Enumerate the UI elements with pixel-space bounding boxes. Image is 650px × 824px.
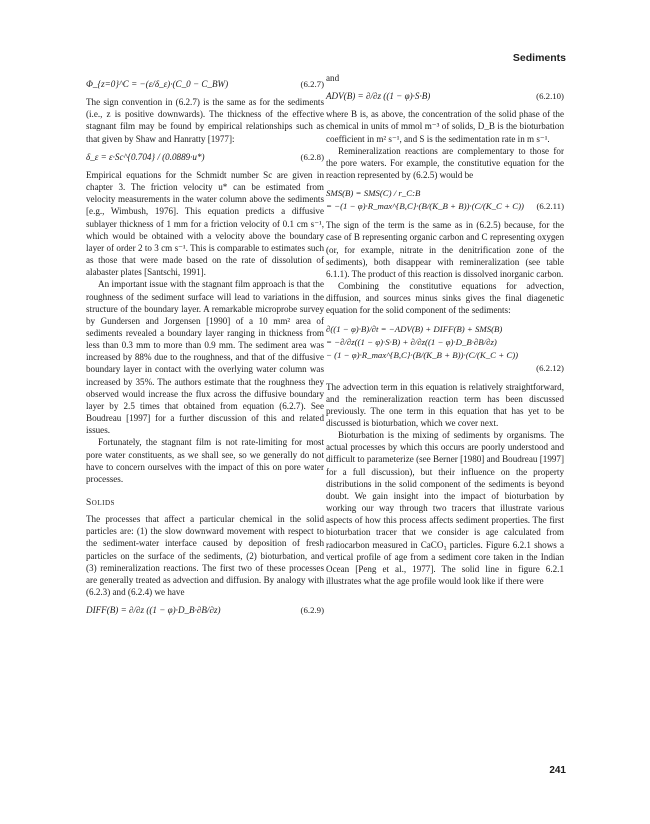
paragraph: An important issue with the stagnant film approach is that the roughness of the sediment surface will lead to variations in the structure of the boundary layer. A remarkable microprobe survey by Gundersen and Jorgensen [1990] of a 10 mm² area of sediments revealed a boundary layer ranging in thickness from less than 0.3 mm to more than 0.9 mm. The sediment area was increased by 88% due to the roughness, and that of the diffusive boundary layer in contact with the overlying water column was increased by 35%. The authors estimate that the roughness they observed would increase the flux across the diffusive boundary layer by 2.5 times that obtained from equation (6.2.7). See Boudreau [1997] for a further discussion of this and related issues.	[86, 279, 324, 436]
right-column	[326, 72, 564, 587]
equation-number: (6.2.7)	[300, 79, 324, 89]
equation-number: (6.2.11)	[536, 201, 564, 212]
equation-6-2-11	[326, 187, 564, 213]
equation-6-2-8	[86, 151, 324, 163]
paragraph: Fortunately, the stagnant film is not rate-limiting for most pore water constituents, as we shall see, so we generally do not have to concern ourselves with the impact of this on pore water processes.	[86, 437, 324, 484]
equation-number: (6.2.8)	[300, 151, 324, 162]
paragraph: and	[326, 73, 340, 83]
equation-number: (6.2.9)	[300, 605, 324, 616]
equation-number: (6.2.12)	[536, 362, 564, 373]
paragraph: The advection term in this equation is relatively straightforward, and the remineralization reaction term has been discussed previously. The one term in this equation that has yet to be discussed is bioturbation, which we cover next.	[326, 381, 564, 428]
equation-6-2-9	[86, 604, 324, 616]
paragraph: Combining the constitutive equations for advection, diffusion, and sources minus sinks gives the final diagenetic equation for the solid component of the sediments:	[326, 281, 564, 316]
equation-6-2-10	[326, 90, 564, 102]
paragraph: Remineralization reactions are complementary to those for the pore waters. For example, the constitutive equation for the reaction represented by (6.2.5) would be	[326, 145, 564, 181]
equation-number: (6.2.10)	[536, 91, 564, 102]
equation-expr: Φ_{z=0}^C = −(ε/δ_ε)·(C_0 − C_BW)	[86, 79, 229, 89]
paragraph: The sign of the term is the same as in (6.2.5) because, for the case of B representing organic carbon and C representing oxygen (or, for example, nitrate in the denitrification zone of the sediments), both disappear with remineralization (see table 6.1.1). The product of this reaction is dissolved inorganic carbon.	[326, 220, 564, 279]
paragraph: The sign convention in (6.2.7) is the same as for the sediments (i.e., z is positive downwards). The thickness of the effective stagnant film may be found by empirical relationships such as that given by Shaw and Hanratty [1977]:	[86, 97, 324, 144]
equation-line: = −∂/∂z((1 − φ)·S·B) + ∂/∂z((1 − φ)·D_B·∂B/∂z)	[326, 336, 497, 347]
paragraph: where B is, as above, the concentration of the solid phase of the chemical in units of mmol m⁻³ of solids, D_B is the bioturbation coefficient in m² s⁻¹, and S is the sedimentation rate in m s⁻¹.	[326, 109, 564, 144]
left-column	[86, 72, 324, 622]
equation-6-2-7	[86, 78, 324, 90]
section-heading: Solids	[86, 498, 115, 508]
equation-line: − (1 − φ)·R_max^{B,C}·(B/(K_B + B))·(C/(K_C + C))	[326, 349, 519, 360]
equation-expr: ADV(B) = ∂/∂z ((1 − φ)·S·B)	[326, 91, 431, 102]
running-header: Sediments	[512, 52, 566, 64]
equation-line: SMS(B) = SMS(C) / r_C:B	[326, 188, 421, 199]
equation-expr: DIFF(B) = ∂/∂z ((1 − φ)·D_B·∂B/∂z)	[86, 605, 221, 616]
equation-line: = −(1 − φ)·R_max^{B,C}·(B/(K_B + B))·(C/(K_C + C))	[326, 201, 524, 212]
equation-expr: δ_ε = ε·Sc^{0.704} / (0.0889·u*)	[86, 151, 205, 162]
paragraph: Bioturbation is the mixing of sediments by organisms. The actual processes by which this occurs are poorly understood and difficult to parameterize (see Berner [1980] and Boudreau [1997] for a full discussion), but their influence on the property distributions in the solid component of the sediments is beyond doubt. We gain insight into the impact of bioturbation by working our way through two tracers that illustrate various aspects of how this process affects sediment properties. The first bioturbation tracer that we consider is age calculated from radiocarbon measured in CaCO₃ particles. Figure 6.2.1 shows a vertical profile of age from a sediment core taken in the Indian Ocean [Peng et al., 1977]. The solid line in figure 6.2.1 illustrates what the age profile would look like if there were	[326, 430, 564, 586]
equation-line: ∂((1 − φ)·B)/∂t = −ADV(B) + DIFF(B) + SMS(B)	[326, 323, 503, 334]
paragraph: Empirical equations for the Schmidt number Sc are given in chapter 3. The friction velocity u* can be estimated from velocity measurements in the water column above the sediments [e.g., Wimbush, 1976]. This equation predicts a diffusive sublayer thickness of 1 mm for a friction velocity of 0.1 cm s⁻¹, which would be obtained with a velocity above the boundary layer of order 2 to 3 cm s⁻¹. This is comparable to estimates such as those that were made based on the rate of dissolution of alabaster plates [Santschi, 1991].	[86, 169, 324, 278]
equation-6-2-12	[326, 323, 564, 375]
page-number: 241	[549, 765, 566, 776]
paragraph: The processes that affect a particular chemical in the solid particles are: (1) the slow downward movement with respect to the sediment-water interface caused by deposition of fresh particles on the surface of the sediments, (2) bioturbation, and (3) remineralization reactions. The first two of these processes are generally treated as advection and diffusion. By analogy with (6.2.3) and (6.2.4) we have	[86, 514, 324, 598]
